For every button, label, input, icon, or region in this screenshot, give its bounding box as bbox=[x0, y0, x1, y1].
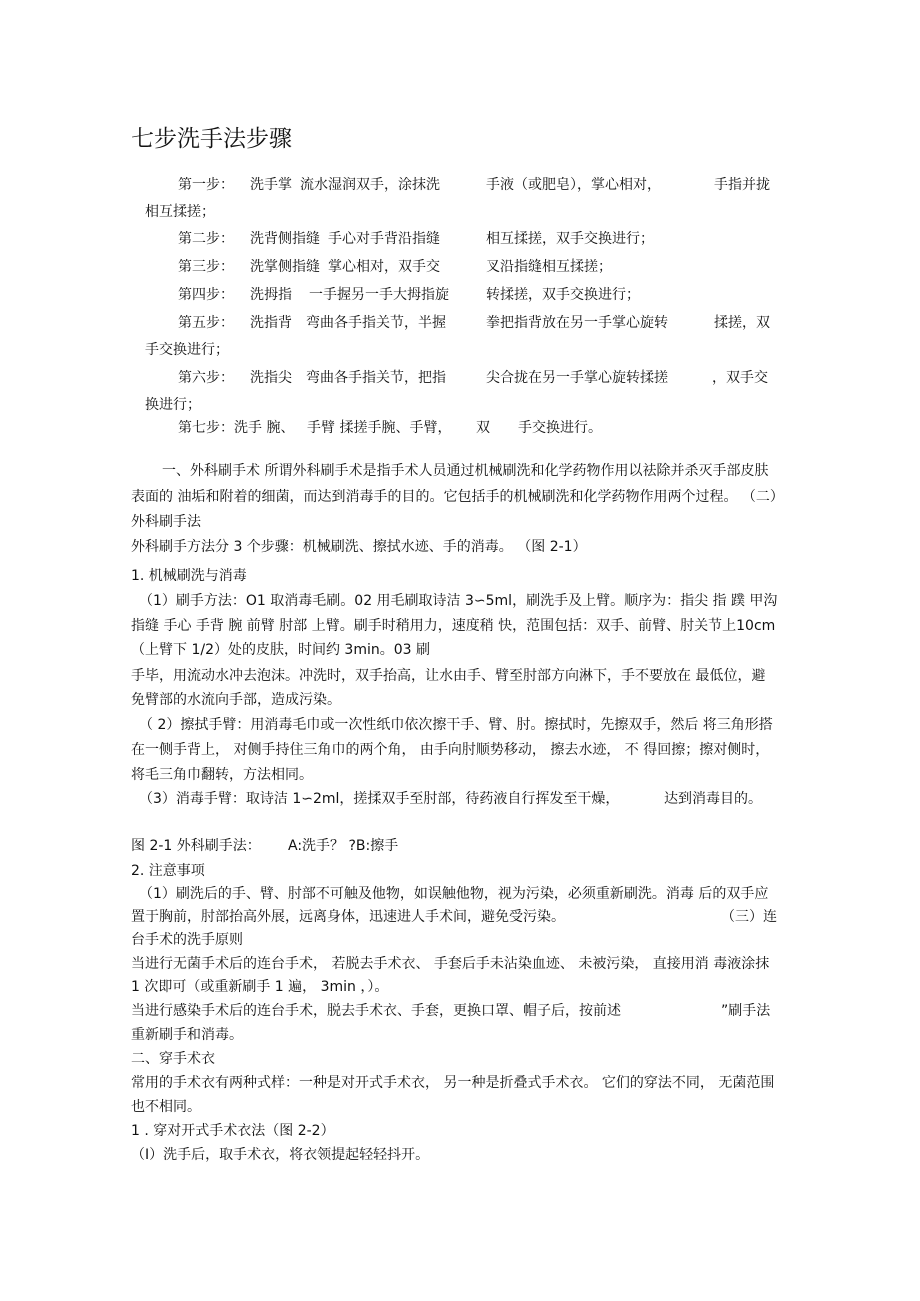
step-5-text-c: 揉搓，双 bbox=[714, 315, 770, 331]
paragraph-line: 常用的手术衣有两种式样：一种是对开式手术衣， 另一种是折叠式手术衣。 它们的穿法不同， 无菌范围 bbox=[131, 1075, 775, 1091]
paragraph-line: 当进行感染手术后的连台手术，脱去手术衣、手套，更换口罩、帽子后，按前述 bbox=[131, 1003, 621, 1019]
step-6-text-a: 弯曲各手指关节，把指 bbox=[306, 370, 446, 386]
step-5-continued: 手交换进行； bbox=[145, 342, 229, 358]
step-1-text-a: 流水湿润双手，涂抹洗 bbox=[300, 177, 440, 193]
step-4-text-b: 转揉搓，双手交换进行； bbox=[486, 287, 640, 303]
step-4-text-a: 一手握另一手大拇指旋 bbox=[309, 287, 449, 303]
step-1-continued: 相互揉搓； bbox=[145, 204, 215, 220]
paragraph-line: 手毕，用流动水冲去泡沫。冲洗时，双手抬高，让水由手、臂至肘部方向淋下，手不要放在 最低位，避 bbox=[131, 668, 766, 684]
step-3-name: 洗掌侧指缝 bbox=[250, 259, 320, 275]
subheading: 1 . 穿对开式手术衣法（图 2-2） bbox=[131, 1123, 335, 1139]
paragraph-line: 当进行无菌手术后的连台手术， 若脱去手术衣、 手套后手未沾染血迹、 未被污染， 直接用消 毒液涂抹 bbox=[131, 956, 770, 972]
paragraph-line: 重新刷手和消毒。 bbox=[131, 1027, 243, 1043]
step-4-name: 洗拇指 bbox=[250, 287, 292, 303]
step-7-text-a: 手臂 揉搓手腕、手臂， bbox=[307, 420, 452, 436]
paragraph-line: （上臂下 1/2）处的皮肤，时间约 3min。03 刷 bbox=[131, 642, 431, 658]
paragraph-line: 置于胸前，肘部抬高外展，远离身体，迅速进人手术间，避免受污染。 bbox=[131, 909, 565, 925]
paragraph-line: 外科刷手方法分 3 个步骤：机械刷洗、擦拭水迹、手的消毒。 （图 2-1） bbox=[131, 539, 587, 555]
paragraph-line: 外科刷手法 bbox=[131, 514, 201, 530]
step-2-name: 洗背侧指缝 bbox=[250, 231, 320, 247]
subheading: 2. 注意事项 bbox=[131, 863, 205, 879]
step-7-label: 第七步：洗手 腕、 bbox=[178, 420, 295, 436]
step-2-text-b: 相互揉搓，双手交换进行； bbox=[486, 231, 654, 247]
paragraph-line: ”刷手法 bbox=[721, 1003, 771, 1019]
paragraph-line: （1）刷手方法：O1 取消毒毛刷。02 用毛刷取诗洁 3∽5ml，刷洗手及上臂。顺序为：指尖 指 蹼 甲沟 bbox=[139, 593, 778, 609]
step-2-label: 第二步： bbox=[178, 231, 234, 247]
figure-caption: 图 2-1 外科刷手法： bbox=[131, 838, 261, 854]
step-7-text-c: 手交换进行。 bbox=[518, 420, 602, 436]
paragraph-line: 1 次即可（或重新刷手 1 遍， 3min ，）。 bbox=[131, 979, 389, 995]
step-1-label: 第一步： bbox=[178, 177, 234, 193]
step-3-text-a: 掌心相对，双手交 bbox=[328, 259, 440, 275]
paragraph-line: 表面的 油垢和附着的细菌，而达到消毒手的目的。它包括手的机械刷洗和化学药物作用两个过程。 （二） bbox=[131, 489, 784, 505]
step-3-text-b: 叉沿指缝相互揉搓； bbox=[486, 259, 612, 275]
step-5-text-b: 拳把指背放在另一手掌心旋转 bbox=[486, 315, 668, 331]
step-5-text-a: 弯曲各手指关节，半握 bbox=[306, 315, 446, 331]
step-6-text-c: ，双手交 bbox=[712, 370, 768, 386]
page-title: 七步洗手法步骤 bbox=[131, 126, 292, 152]
step-1-text-b: 手液（或肥皂），掌心相对， bbox=[486, 177, 661, 193]
step-1-text-c: 手指并拢 bbox=[714, 177, 770, 193]
step-6-continued: 换进行； bbox=[145, 397, 201, 413]
section-heading: （三）连 bbox=[721, 909, 777, 925]
step-3-label: 第三步： bbox=[178, 259, 234, 275]
paragraph-line: （1）刷洗后的手、臂、肘部不可触及他物，如误触他物，视为污染，必须重新刷洗。消毒 后的双手应 bbox=[139, 886, 769, 902]
subheading: 1. 机械刷洗与消毒 bbox=[131, 568, 247, 584]
step-6-name: 洗指尖 bbox=[250, 370, 292, 386]
step-6-label: 第六步： bbox=[178, 370, 234, 386]
step-4-label: 第四步： bbox=[178, 287, 234, 303]
paragraph-line: 将毛三角巾翻转，方法相同。 bbox=[131, 767, 313, 783]
step-2-text-a: 手心对手背沿指缝 bbox=[328, 231, 440, 247]
step-6-text-b: 尖合拢在另一手掌心旋转揉搓 bbox=[486, 370, 668, 386]
step-5-label: 第五步： bbox=[178, 315, 234, 331]
paragraph-line: （I）洗手后，取手术衣，将衣领提起轻轻抖开。 bbox=[131, 1147, 430, 1163]
paragraph-line: 达到消毒目的。 bbox=[664, 791, 762, 807]
paragraph-line: （3）消毒手臂：取诗洁 1∽2ml，搓揉双手至肘部，待药液自行挥发至干燥， bbox=[139, 791, 620, 807]
section-1-heading-line: 一、外科刷手术 所谓外科刷手术是指手术人员通过机械刷洗和化学药物作用以祛除并杀灭手部皮肤 bbox=[162, 463, 769, 479]
paragraph-line: 免臂部的水流向手部，造成污染。 bbox=[131, 692, 341, 708]
paragraph-line: （ 2）擦拭手臂：用消毒毛巾或一次性纸巾依次擦干手、臂、肘。擦拭时，先擦双手，然后 将三角形搭 bbox=[139, 717, 773, 733]
step-1-name: 洗手掌 bbox=[250, 177, 292, 193]
paragraph-line: 指缝 手心 手背 腕 前臂 肘部 上臂。刷手时稍用力，速度稍 快，范围包括：双手、前臂、肘关节上10cm bbox=[131, 618, 776, 634]
step-7-text-b: 双 bbox=[476, 420, 490, 436]
section-heading: 台手术的洗手原则 bbox=[131, 932, 243, 948]
paragraph-line: 也不相同。 bbox=[131, 1099, 201, 1115]
section-heading: 二、穿手术衣 bbox=[131, 1051, 215, 1067]
paragraph-line: 在一侧手背上， 对侧手持住三角巾的两个角， 由手向肘顺势移动， 擦去水迹， 不 得回擦；擦对侧时， bbox=[131, 742, 770, 758]
figure-caption-parts: A:洗手？ ?B:擦手 bbox=[288, 838, 399, 854]
step-5-name: 洗指背 bbox=[250, 315, 292, 331]
